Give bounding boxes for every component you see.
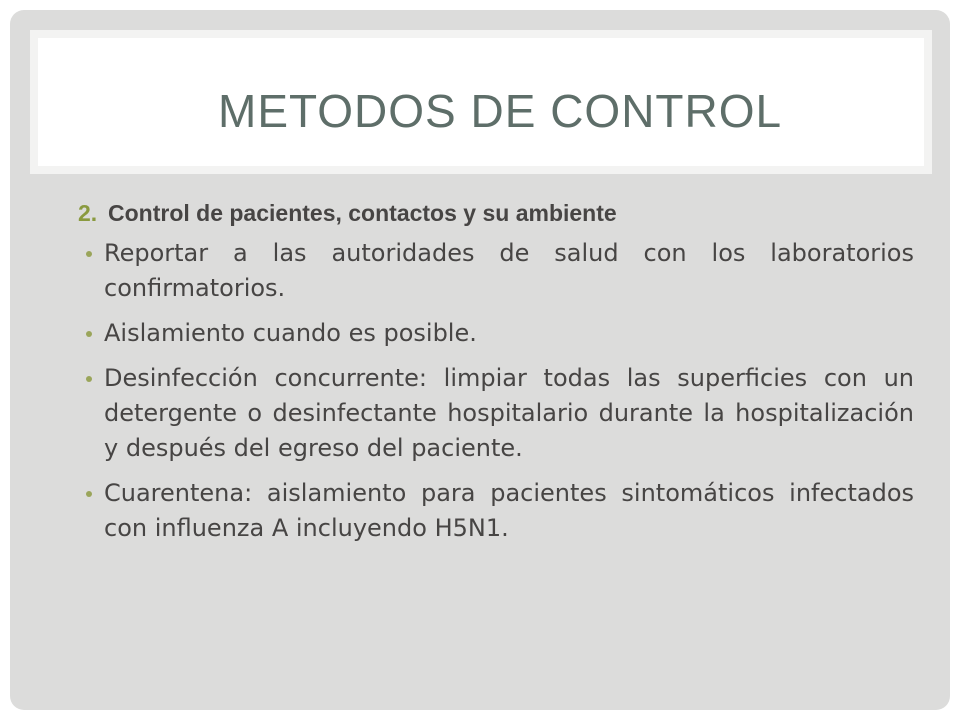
- bullet-list: [66, 236, 914, 546]
- bullet-item: [66, 316, 914, 351]
- bullet-dot-icon: [86, 251, 92, 257]
- slide-title: METODOS DE CONTROL: [218, 85, 783, 137]
- bullet-dot-icon: [86, 491, 92, 497]
- title-box: [30, 30, 932, 174]
- section-number: 2.: [78, 200, 98, 226]
- bullet-text: Aislamiento cuando es posible.: [104, 319, 477, 347]
- bullet-item: [66, 236, 914, 306]
- bullet-dot-icon: [86, 331, 92, 337]
- section-heading-text: Control de pacientes, contactos y su ambiente: [108, 200, 617, 226]
- bullet-text: Cuarentena: aislamiento para pacientes sintomáticos infectados con influenza A incluyendo H5N1.: [104, 479, 914, 542]
- bullet-item: [66, 476, 914, 546]
- bullet-text: Reportar a las autoridades de salud con los laboratorios confirmatorios.: [104, 239, 914, 302]
- bullet-text: Desinfección concurrente: limpiar todas las superficies con un detergente o desinfectante hospitalario durante la hospitalización y después del egreso del paciente.: [104, 364, 914, 462]
- bullet-item: [66, 361, 914, 466]
- bullet-dot-icon: [86, 376, 92, 382]
- slide: [10, 10, 950, 710]
- slide-content: [66, 196, 914, 556]
- section-subheading: [66, 196, 914, 230]
